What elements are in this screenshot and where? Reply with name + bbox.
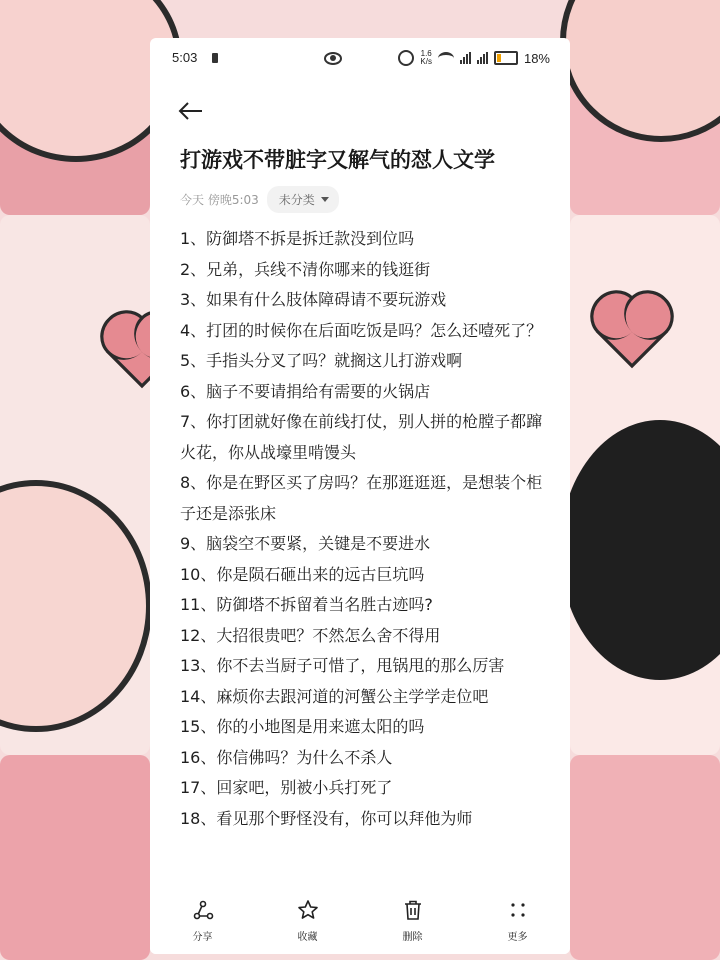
note-line: 9、脑袋空不要紧，关键是不要进水	[180, 534, 431, 553]
note-line: 15、你的小地图是用来遮太阳的吗	[180, 717, 425, 736]
bottom-toolbar	[150, 886, 570, 954]
share-icon	[191, 898, 215, 922]
note-line: 12、大招很贵吧？不然怎么舍不得用	[180, 625, 441, 645]
note-title: 打游戏不带脏字又解气的怼人文学	[180, 148, 495, 172]
note-line: 2、兄弟，兵线不清你哪来的钱逛街	[180, 259, 431, 279]
note-line: 16、你信佛吗？为什么不杀人	[180, 747, 393, 767]
star-icon	[296, 898, 320, 922]
alarm-icon	[398, 50, 414, 66]
back-arrow-icon[interactable]	[176, 96, 206, 126]
share-button[interactable]	[168, 898, 238, 943]
note-line: 4、打团的时候你在后面吃饭是吗？怎么还噎死了？	[180, 320, 543, 340]
trash-icon	[401, 898, 425, 922]
note-line: 10、你是陨石砸出来的远古巨坑吗	[180, 564, 425, 584]
category-dropdown[interactable]	[267, 186, 339, 213]
note-line: 7、你打团就好像在前线打仗，别人拼的枪膛子都蹿火花，你从战壕里啃馒头	[180, 412, 543, 462]
battery-icon	[494, 51, 518, 65]
note-line: 11、防御塔不拆留着当名胜古迹吗?	[180, 595, 433, 614]
share-label: 分享	[192, 931, 213, 943]
more-button[interactable]	[483, 898, 553, 943]
battery-percent: 18%	[523, 50, 550, 66]
more-dots-icon	[506, 898, 530, 922]
note-line: 18、看见那个野怪没有，你可以拜他为师	[180, 808, 473, 828]
note-line: 3、如果有什么肢体障碍请不要玩游戏	[180, 290, 447, 309]
delete-label: 删除	[402, 931, 423, 943]
signal-icon	[460, 52, 471, 64]
wifi-icon	[438, 52, 454, 65]
note-line: 13、你不去当厨子可惜了，甩锅甩的那么厉害	[180, 656, 505, 675]
note-line: 6、脑子不要请捐给有需要的火锅店	[180, 381, 431, 401]
delete-button[interactable]	[378, 898, 448, 943]
signal-icon-2	[477, 52, 488, 64]
note-line: 17、回家吧，别被小兵打死了	[180, 778, 393, 797]
category-label: 未分类	[278, 193, 315, 207]
phone-screen	[150, 38, 570, 954]
sim-icon	[212, 53, 218, 63]
favorite-label: 收藏	[297, 931, 318, 943]
status-bar	[150, 38, 570, 80]
note-line: 1、防御塔不拆是拆迁款没到位吗	[180, 229, 415, 248]
note-line: 5、手指头分叉了吗？就搁这儿打游戏啊	[180, 351, 463, 370]
network-speed: 1.6 K/s	[420, 49, 432, 66]
status-time: 5:03	[172, 50, 198, 65]
caret-down-icon	[321, 197, 329, 202]
note-meta	[180, 186, 339, 213]
note-line: 8、你是在野区买了房吗？在那逛逛逛，是想装个柜子还是添张床	[180, 473, 543, 523]
favorite-button[interactable]	[273, 898, 343, 943]
note-date: 今天 傍晚5:03	[180, 193, 259, 207]
more-label: 更多	[507, 931, 528, 943]
note-line: 14、麻烦你去跟河道的河蟹公主学学走位吧	[180, 686, 489, 706]
eye-icon	[324, 52, 342, 65]
note-body[interactable]	[180, 224, 548, 834]
